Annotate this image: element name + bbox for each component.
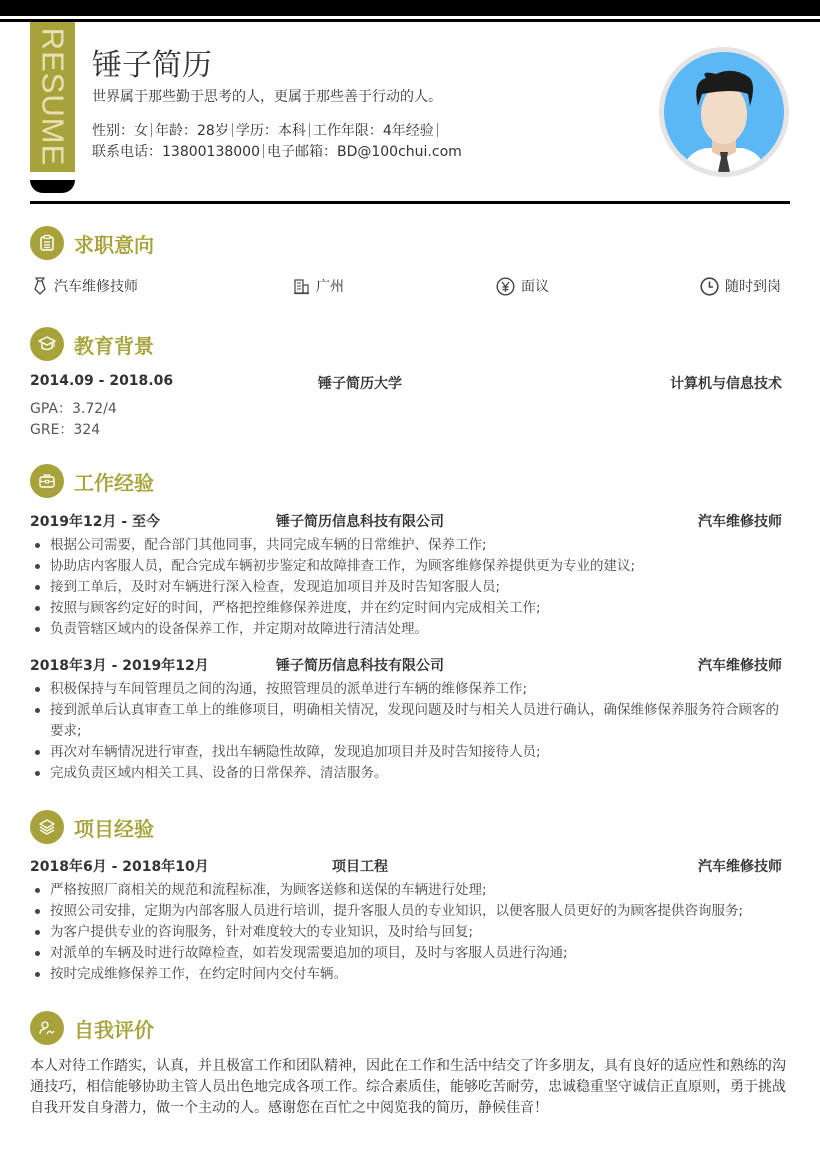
job-duties-list: [30, 535, 790, 640]
separator: [437, 123, 438, 137]
project-period: 2018年6月 - 2018年10月: [30, 859, 209, 875]
briefcase-icon: [30, 464, 64, 498]
intent-position: [32, 276, 138, 296]
intent-position-text: 汽车维修技师: [54, 279, 138, 295]
motto: 世界属于那些勤于思考的人，更属于那些善于行动的人。: [92, 89, 442, 105]
list-item: 积极保持与车间管理员之间的沟通，按照管理员的派单进行车辆的维修保养工作;: [30, 679, 790, 700]
intent-city: [293, 276, 344, 296]
work-job-header: [30, 655, 782, 675]
education-school: 锤子简历大学: [318, 376, 402, 392]
top-black-bar: [0, 0, 820, 16]
info-gender: 性别：女: [92, 123, 148, 139]
list-item: 对派单的车辆及时进行故障检查，如若发现需要追加的项目，及时与客服人员进行沟通;: [30, 943, 790, 964]
candidate-name: 锤子简历: [92, 48, 212, 83]
basic-info-line: [92, 120, 441, 140]
intent-city-text: 广州: [316, 279, 344, 295]
building-icon: [293, 278, 310, 295]
intent-salary-text: 面议: [521, 279, 549, 295]
education-gre: GRE：324: [30, 422, 101, 438]
job-company: 锤子简历信息科技有限公司: [276, 658, 444, 674]
avatar: [659, 47, 789, 177]
section-title: 教育背景: [74, 333, 154, 358]
list-item: 根据公司需要，配合部门其他同事，共同完成车辆的日常维护、保养工作;: [30, 535, 790, 556]
job-position: 汽车维修技师: [698, 658, 782, 674]
clipboard-icon: [30, 226, 64, 260]
separator: [232, 123, 233, 137]
job-intent-row: [30, 276, 790, 296]
clock-icon: [700, 277, 719, 296]
intent-availability: [700, 276, 781, 296]
section-title: 求职意向: [74, 232, 154, 257]
resume-vertical-label: [30, 22, 75, 172]
list-item: 完成负责区域内相关工具、设备的日常保养、清洁服务。: [30, 763, 790, 784]
list-item: 接到工单后，及时对车辆进行深入检查，发现追加项目并及时告知客服人员;: [30, 577, 790, 598]
self-evaluation-text: 本人对待工作踏实，认真，并且极富工作和团队精神，因此在工作和生活中结交了许多朋友，具有良好的适应性和熟练的沟通技巧，相信能够协助主管人员出色地完成各项工作。综合素质佳，能够吃苦耐劳，忠诚稳重坚守诚信正直原则，勇于挑战自我开发自身潜力，做一个主动的人。感谢您在百忙之中阅览我的简历，静候佳音！: [30, 1058, 786, 1116]
section-header-work: [30, 464, 154, 498]
avatar-illustration-icon: [664, 52, 784, 172]
info-email: 电子邮箱：BD@100chui.com: [266, 144, 462, 160]
yen-icon: [496, 277, 515, 296]
contact-info-line: [92, 141, 462, 161]
section-header-self-evaluation: [30, 1011, 154, 1045]
project-header: [30, 856, 782, 876]
graduation-cap-icon: [30, 327, 64, 361]
info-phone: 联系电话：13800138000: [92, 144, 260, 160]
separator: [263, 144, 264, 158]
project-name: 项目工程: [332, 859, 388, 875]
list-item: 为客户提供专业的咨询服务，针对难度较大的专业知识，及时给与回复;: [30, 922, 790, 943]
list-item: 按照与顾客约定好的时间，严格把控维修保养进度，并在约定时间内完成相关工作;: [30, 598, 790, 619]
education-row: [30, 373, 782, 393]
layers-icon: [30, 810, 64, 844]
person-edit-icon: [30, 1011, 64, 1045]
list-item: 严格按照厂商相关的规范和流程标准，为顾客送修和送保的车辆进行处理;: [30, 880, 790, 901]
section-title: 工作经验: [74, 470, 154, 495]
section-title: 项目经验: [74, 816, 154, 841]
project-role: 汽车维修技师: [698, 859, 782, 875]
education-period: 2014.09 - 2018.06: [30, 373, 174, 389]
list-item: 接到派单后认真审查工单上的维修项目，明确相关情况，发现问题及时与相关人员进行确认，确保维修保养服务符合顾客的要求;: [30, 700, 790, 742]
list-item: 协助店内客服人员，配合完成车辆初步鉴定和故障排查工作，为顾客维修保养提供更为专业的建议;: [30, 556, 790, 577]
work-job-header: [30, 511, 782, 531]
job-company: 锤子简历信息科技有限公司: [276, 514, 444, 530]
header-divider: [30, 201, 790, 204]
section-header-job-intent: [30, 226, 154, 260]
job-period: 2019年12月 - 至今: [30, 514, 161, 530]
education-major: 计算机与信息技术: [670, 376, 782, 392]
project-duties-list: [30, 880, 790, 985]
section-header-education: [30, 327, 154, 361]
resume-label: RESUME: [35, 27, 71, 167]
intent-availability-text: 随时到岗: [725, 279, 781, 295]
separator: [309, 123, 310, 137]
tie-icon: [32, 277, 48, 295]
list-item: 按时完成维修保养工作，在约定时间内交付车辆。: [30, 964, 790, 985]
list-item: 再次对车辆情况进行审查，找出车辆隐性故障，发现追加项目并及时告知接待人员;: [30, 742, 790, 763]
separator: [151, 123, 152, 137]
info-age: 年龄：28岁: [155, 123, 229, 139]
info-education: 学历：本科: [235, 123, 306, 139]
top-black-line: [0, 19, 820, 22]
job-period: 2018年3月 - 2019年12月: [30, 658, 209, 674]
list-item: 按照公司安排，定期为内部客服人员进行培训，提升客服人员的专业知识，以便客服人员更好的为顾客提供咨询服务;: [30, 901, 790, 922]
section-header-projects: [30, 810, 154, 844]
job-duties-list: [30, 679, 790, 784]
resume-band-tab: [30, 180, 75, 193]
education-gpa: GPA：3.72/4: [30, 401, 117, 417]
list-item: 负责管辖区域内的设备保养工作，并定期对故障进行清洁处理。: [30, 619, 790, 640]
section-title: 自我评价: [74, 1017, 154, 1042]
info-work-years: 工作年限：4年经验: [312, 123, 434, 139]
job-position: 汽车维修技师: [698, 514, 782, 530]
intent-salary: [496, 276, 549, 296]
